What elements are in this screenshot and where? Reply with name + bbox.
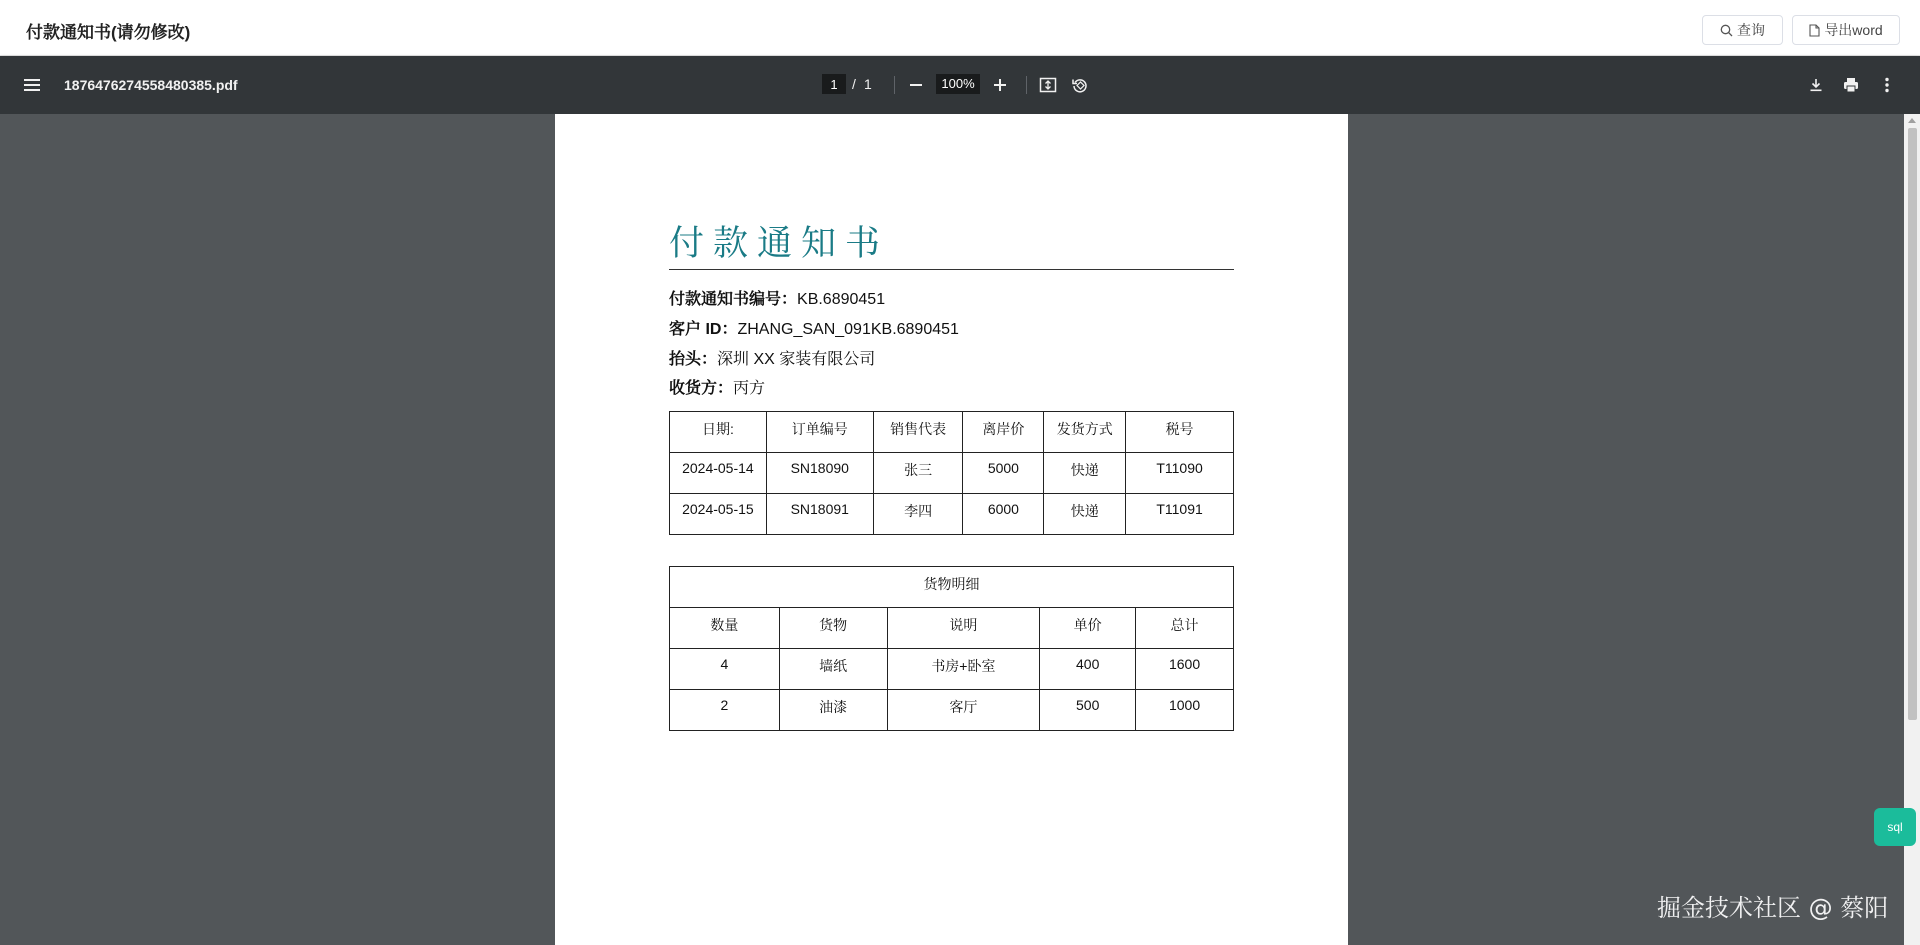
export-word-button[interactable] — [1792, 15, 1900, 45]
page-separator: / — [852, 76, 856, 92]
table-header-cell: 离岸价 — [963, 412, 1044, 453]
pdf-toolbar — [0, 56, 1920, 114]
table-caption-row — [670, 567, 1234, 608]
table-header-cell: 货物 — [779, 608, 887, 649]
table-header-cell: 发货方式 — [1044, 412, 1126, 453]
pdf-viewer — [0, 114, 1920, 945]
table-header-cell: 税号 — [1126, 412, 1234, 453]
print-icon[interactable] — [1839, 73, 1863, 97]
table-cell: T11090 — [1126, 453, 1234, 494]
export-label: 导出word — [1824, 22, 1883, 38]
field-label: 客户 ID： — [669, 321, 738, 338]
title-divider — [669, 269, 1234, 270]
table-row — [670, 494, 1234, 535]
table-header-cell: 销售代表 — [873, 412, 963, 453]
table-cell: SN18090 — [766, 453, 873, 494]
scroll-thumb[interactable] — [1908, 128, 1917, 720]
download-icon[interactable] — [1804, 73, 1828, 97]
query-button[interactable] — [1702, 15, 1783, 45]
zoom-level[interactable]: 100% — [936, 74, 980, 94]
table-header-cell: 数量 — [670, 608, 780, 649]
search-icon — [1720, 24, 1733, 37]
field-notice-number — [669, 286, 885, 309]
table-cell: SN18091 — [766, 494, 873, 535]
rotate-icon[interactable] — [1068, 73, 1092, 97]
table-header-row — [670, 412, 1234, 453]
table-header-cell: 单价 — [1040, 608, 1136, 649]
document-icon — [1809, 24, 1820, 37]
table-cell: 1600 — [1136, 649, 1234, 690]
file-name: 1876476274558480385.pdf — [64, 77, 238, 93]
table-cell: 1000 — [1136, 690, 1234, 731]
watermark: 掘金技术社区 @ 蔡阳 — [1657, 894, 1889, 922]
goods-table — [669, 566, 1234, 731]
table-row — [670, 690, 1234, 731]
table-cell: 2024-05-14 — [670, 453, 767, 494]
table-cell: 张三 — [873, 453, 963, 494]
table-cell: 客厅 — [887, 690, 1040, 731]
table-cell: 400 — [1040, 649, 1136, 690]
table-header-cell: 日期: — [670, 412, 767, 453]
field-value: KB.6890451 — [797, 291, 886, 308]
sql-button[interactable]: sql — [1874, 808, 1916, 846]
table-cell: 快递 — [1044, 494, 1126, 535]
app-header — [0, 0, 1920, 56]
table-cell: 500 — [1040, 690, 1136, 731]
fit-page-icon[interactable] — [1036, 73, 1060, 97]
menu-icon[interactable] — [22, 75, 42, 95]
field-consignee — [669, 375, 765, 398]
field-value: 深圳 XX 家装有限公司 — [717, 351, 876, 368]
field-value: 丙方 — [733, 380, 766, 397]
table-cell: 油漆 — [779, 690, 887, 731]
more-icon[interactable] — [1875, 73, 1899, 97]
table-cell: 书房+卧室 — [887, 649, 1040, 690]
page-number-input[interactable] — [822, 74, 846, 94]
table-row — [670, 649, 1234, 690]
table-cell: 6000 — [963, 494, 1044, 535]
zoom-in-icon[interactable] — [988, 73, 1012, 97]
field-label: 收货方： — [669, 380, 734, 397]
table-cell: T11091 — [1126, 494, 1234, 535]
table-cell: 李四 — [873, 494, 963, 535]
query-label: 查询 — [1737, 22, 1765, 38]
table-header-cell: 订单编号 — [766, 412, 873, 453]
table-header-cell: 说明 — [887, 608, 1040, 649]
table-caption: 货物明细 — [670, 567, 1234, 608]
pdf-page — [555, 114, 1348, 945]
toolbar-divider — [894, 76, 895, 94]
table-cell: 快递 — [1044, 453, 1126, 494]
table-header-row — [670, 608, 1234, 649]
table-cell: 5000 — [963, 453, 1044, 494]
table-cell: 2024-05-15 — [670, 494, 767, 535]
field-label: 付款通知书编号： — [669, 291, 798, 308]
zoom-out-icon[interactable] — [904, 73, 928, 97]
table-header-cell: 总计 — [1136, 608, 1234, 649]
total-pages: 1 — [864, 76, 872, 92]
field-header — [669, 346, 875, 369]
scroll-up-icon[interactable] — [1908, 118, 1916, 123]
field-value: ZHANG_SAN_091KB.6890451 — [737, 321, 959, 338]
table-cell: 4 — [670, 649, 780, 690]
orders-table — [669, 411, 1234, 535]
field-customer-id — [669, 316, 959, 339]
table-row — [670, 453, 1234, 494]
field-label: 抬头： — [669, 351, 718, 368]
table-cell: 墙纸 — [779, 649, 887, 690]
table-cell: 2 — [670, 690, 780, 731]
page-title: 付款通知书(请勿修改) — [26, 23, 191, 42]
document-title: 付款通知书 — [669, 224, 890, 264]
toolbar-divider — [1026, 76, 1027, 94]
